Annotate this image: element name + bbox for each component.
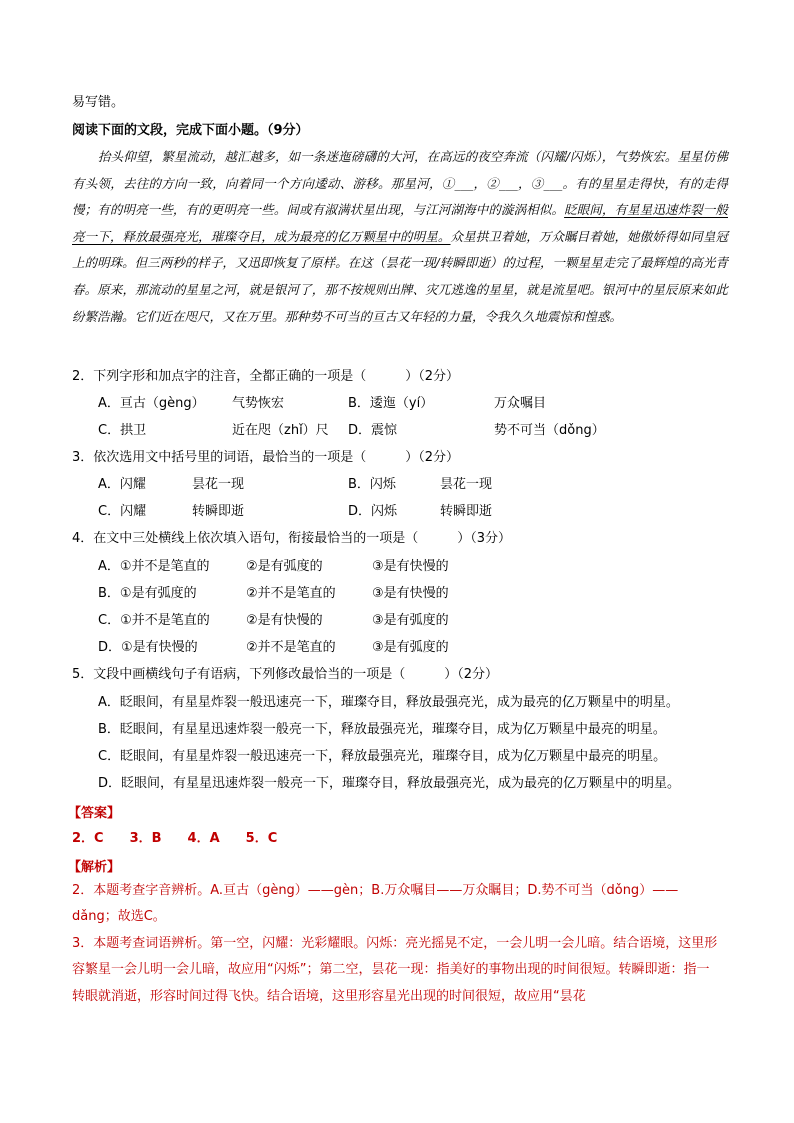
q5-option-c: C．眨眼间，有星星炸裂一般迅速亮一下，释放最强亮光，璀璨夺目，成为亿万颗星中最亮的明星。 xyxy=(98,749,667,764)
q5-option-a: A．眨眼间，有星星炸裂一般迅速亮一下，璀璨夺目，释放最强亮光，成为最亮的亿万颗星中的明星。 xyxy=(98,695,679,710)
q4-option-c-1: C．①并不是笔直的 xyxy=(98,613,210,628)
q3-option-a-word2: 昙花一现 xyxy=(192,477,245,492)
q5-option-b: B．眨眼间，有星星迅速炸裂一般亮一下，释放最强亮光，璀璨夺目，成为亿万颗星中最亮的明星。 xyxy=(98,722,666,737)
q2-option-c: C．拱卫 xyxy=(98,423,147,438)
q4-option-a-1: A．①并不是笔直的 xyxy=(98,559,210,574)
q4-option-b-2: ②并不是笔直的 xyxy=(246,586,336,601)
q3-option-b-word2: 昙花一现 xyxy=(440,477,493,492)
q3-option-a: A．闪耀 xyxy=(98,477,146,492)
passage-part2: 众星拱卫着她，万众瞩目着她，她傲娇得如同皇冠上的明珠。但三两秒的样子，又迅即恢复了原样。在这（昙花一现/转瞬即逝）的过程，一颗星星走完了最辉煌的高光青春。原来，那流动的星星之河，就是银河了，那不按规则出牌、灾兀逃逸的星星，就是流星吧。银河中的星辰原来如此纷繁浩瀚。它们近在咫尺，又在万里。那种势不可当的亘古又年轻的力量，令我久久地震惊和惶惑。 xyxy=(72,228,728,324)
q3-option-c: C．闪耀 xyxy=(98,504,147,519)
q4-option-c-3: ③是有弧度的 xyxy=(372,613,449,628)
analysis-heading: 【解析】 xyxy=(68,860,121,875)
passage-underlined-sentence: 眨眼间，有星星迅速炸裂一般亮一下，释放最强亮光，璀璨夺目，成为最亮的亿万颗星中的明星。 xyxy=(72,202,728,244)
q2-option-a: A．亘古（gèng） xyxy=(98,396,205,411)
q3-option-d-word2: 转瞬即逝 xyxy=(440,504,493,519)
q4-option-a-3: ③是有快慢的 xyxy=(372,559,449,574)
q4-option-d-2: ②并不是笔直的 xyxy=(246,640,336,655)
question-3-stem: 3．依次选用文中括号里的词语，最恰当的一项是（ ）（2分） xyxy=(72,450,460,465)
q3-option-b: B．闪烁 xyxy=(348,477,396,492)
answer-list: 2．C 3．B 4．A 5．C xyxy=(72,831,278,846)
q4-option-d-1: D．①是有快慢的 xyxy=(98,640,198,655)
q2-option-b-word2: 万众嘱目 xyxy=(494,396,547,411)
passage-part1: 抬头仰望，繁星流动，越汇越多，如一条迷迤磅礴的大河，在高远的夜空奔流（闪耀/闪烁），气势恢宏。星星仿佛有头领，去往的方向一致，向着同一个方向逶动、游移。那星河，①___，②___，③___。有的星星走得快，有的走得慢；有的明亮一些，有的更明亮一些。间或有淑满状星出现，与江河湖海中的漩涡相似。 xyxy=(72,149,728,218)
q4-option-b-1: B．①是有弧度的 xyxy=(98,586,197,601)
q2-option-d-word2: 势不可当（dǒng） xyxy=(494,423,605,438)
analysis-q2: 2．本题考查字音辨析。A.亘古（gèng）——gèn；B.万众嘱目——万众瞩目；D.势不可当（dǒng）——dǎng；故选C。 xyxy=(72,883,679,925)
question-4-stem: 4．在文中三处横线上依次填入语句，衔接最恰当的一项是（ ）（3分） xyxy=(72,531,512,546)
q4-option-b-3: ③是有快慢的 xyxy=(372,586,449,601)
q4-option-a-2: ②是有弧度的 xyxy=(246,559,323,574)
q5-option-d: D．眨眼间，有星星迅速炸裂一般亮一下，璀璨夺目，释放最强亮光，成为最亮的亿万颗星中的明星。 xyxy=(98,776,681,791)
q2-option-a-word2: 气势恢宏 xyxy=(232,396,285,411)
q2-option-b: B．逶迤（yí） xyxy=(348,396,434,411)
q4-option-d-3: ③是有弧度的 xyxy=(372,640,449,655)
top-fragment: 易写错。 xyxy=(72,95,125,110)
q4-option-c-2: ②是有快慢的 xyxy=(246,613,323,628)
analysis-body xyxy=(72,878,722,1010)
question-2-stem: 2．下列字形和加点字的注音，全都正确的一项是（ ）（2分） xyxy=(72,369,460,384)
q3-option-d: D．闪烁 xyxy=(348,504,398,519)
reading-instruction: 阅读下面的文段，完成下面小题。（9分） xyxy=(72,123,309,138)
analysis-q3: 3．本题考查词语辨析。第一空，闪耀：光彩耀眼。闪烁：亮光摇晃不定，一会儿明一会儿暗。结合语境，这里形容繁星一会儿明一会儿暗，故应用“闪烁”；第二空，昙花一现：指美好的事物出现的时间很短。转瞬即逝：指一转眼就消逝，形容时间过得飞快。结合语境，这里形容星光出现的时间很短，故应用“昙花 xyxy=(72,935,718,1004)
q2-option-d: D．震惊 xyxy=(348,423,398,438)
q3-option-c-word2: 转瞬即逝 xyxy=(192,504,245,519)
reading-passage xyxy=(72,144,728,330)
answer-heading: 【答案】 xyxy=(68,806,121,821)
q2-option-c-word2: 近在咫（zhǐ）尺 xyxy=(232,423,329,438)
question-5-stem: 5．文段中画横线句子有语病，下列修改最恰当的一项是（ ）（2分） xyxy=(72,667,499,682)
